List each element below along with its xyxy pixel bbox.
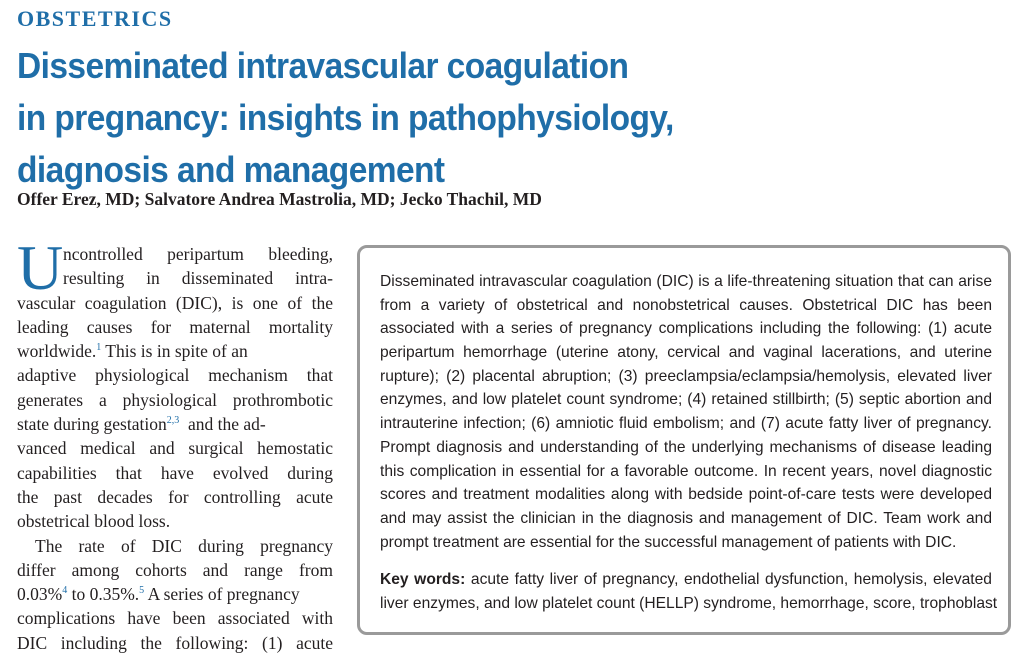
body-text: A series of pregnancy: [147, 584, 300, 605]
article-title: [17, 40, 947, 196]
body-line: adaptive physiological mechanism that: [17, 365, 333, 386]
drop-cap: U: [17, 232, 64, 303]
body-line: [17, 339, 333, 363]
abstract-line: rupture); (2) placental abruption; (3) preeclampsia/eclampsia/hemolysis, elevated liver: [380, 367, 992, 385]
body-line: ncontrolled peripartum bleeding,: [63, 244, 333, 264]
body-line: the past decades for controlling acute: [17, 486, 333, 507]
body-text: 0.03%: [17, 584, 63, 605]
author-list: Offer Erez, MD; Salvatore Andrea Mastrolia, MD; Jecko Thachil, MD: [17, 189, 542, 209]
body-line: complications have been associated with: [17, 608, 333, 629]
abstract-line: enzymes, and low platelet count syndrome; (4) retained stillbirth; (5) septic abortion and: [380, 391, 992, 409]
abstract-line: peripartum hemorrhage (uterine atony, cervical and vaginal lacerations, and uterine: [380, 344, 992, 362]
body-line: vanced medical and surgical hemostatic: [17, 438, 333, 459]
abstract-box: [357, 245, 1011, 635]
abstract-line: intrauterine infection; (6) amniotic fluid embolism; and (7) acute fatty liver of pregnancy.: [380, 415, 992, 433]
body-text: to 0.35%.: [71, 584, 140, 605]
body-line: leading causes for maternal mortality: [17, 316, 333, 337]
keywords: [380, 568, 998, 615]
body-line: The rate of DIC during pregnancy: [35, 535, 333, 556]
abstract-line: associated with a series of pregnancy complications including the following: (1) acute: [380, 320, 992, 338]
reference-marker[interactable]: 4: [62, 585, 68, 597]
body-line: differ among cohorts and range from: [17, 559, 333, 580]
body-line: [17, 582, 333, 606]
section-label: OBSTETRICS: [17, 6, 173, 31]
abstract-line: this complication in essential for a favorable outcome. In recent years, novel diagnostic: [380, 462, 992, 480]
keywords-label: Key words:: [380, 571, 466, 589]
body-line: [17, 412, 333, 436]
body-line: generates a physiological prothrombotic: [17, 389, 333, 410]
reference-marker[interactable]: 1: [96, 342, 102, 354]
abstract-line: Disseminated intravascular coagulation (DIC) is a life-threatening situation that can arise: [380, 273, 992, 290]
body-line: resulting in disseminated intra-: [63, 268, 333, 289]
title-line: diagnosis and management: [17, 149, 445, 190]
title-line: in pregnancy: insights in pathophysiology,: [17, 97, 674, 138]
abstract-line: from a variety of obstetrical and nonobstetrical causes. Obstetrical DIC has been: [380, 296, 992, 314]
abstract-line: and may assist the clinician in the diagnosis and management of DIC. Team work and: [380, 509, 992, 527]
title-line: Disseminated intravascular coagulation: [17, 45, 629, 86]
keywords-text: acute fatty liver of pregnancy, endothelial dysfunction, hemolysis, elevated: [470, 571, 992, 589]
reference-marker[interactable]: 2,3: [166, 415, 180, 427]
abstract-line: prompt treatment are essential for the successful management of patients with DIC.: [380, 533, 957, 551]
body-line: capabilities that have evolved during: [17, 462, 333, 483]
body-text: worldwide.: [17, 341, 97, 362]
abstract-line: scores and treatment modalities along with bedside point-of-care tests were developed: [380, 486, 992, 504]
body-line: DIC including the following: (1) acute: [17, 632, 333, 653]
abstract-text: [380, 270, 998, 616]
keywords-line: [380, 568, 992, 592]
body-text: This is in spite of an: [105, 341, 248, 362]
body-column: [17, 232, 333, 655]
abstract-line: Prompt diagnosis and understanding of the underlying mechanisms of disease leading: [380, 438, 992, 456]
keywords-line: liver enzymes, and low platelet count (HELLP) syndrome, hemorrhage, score, trophoblast: [380, 594, 998, 612]
body-text: and the ad-: [187, 414, 266, 435]
body-line: vascular coagulation (DIC), is one of the: [17, 292, 333, 313]
body-line: obstetrical blood loss.: [17, 511, 171, 532]
reference-marker[interactable]: 5: [139, 585, 145, 597]
body-text: state during gestation: [17, 414, 167, 435]
